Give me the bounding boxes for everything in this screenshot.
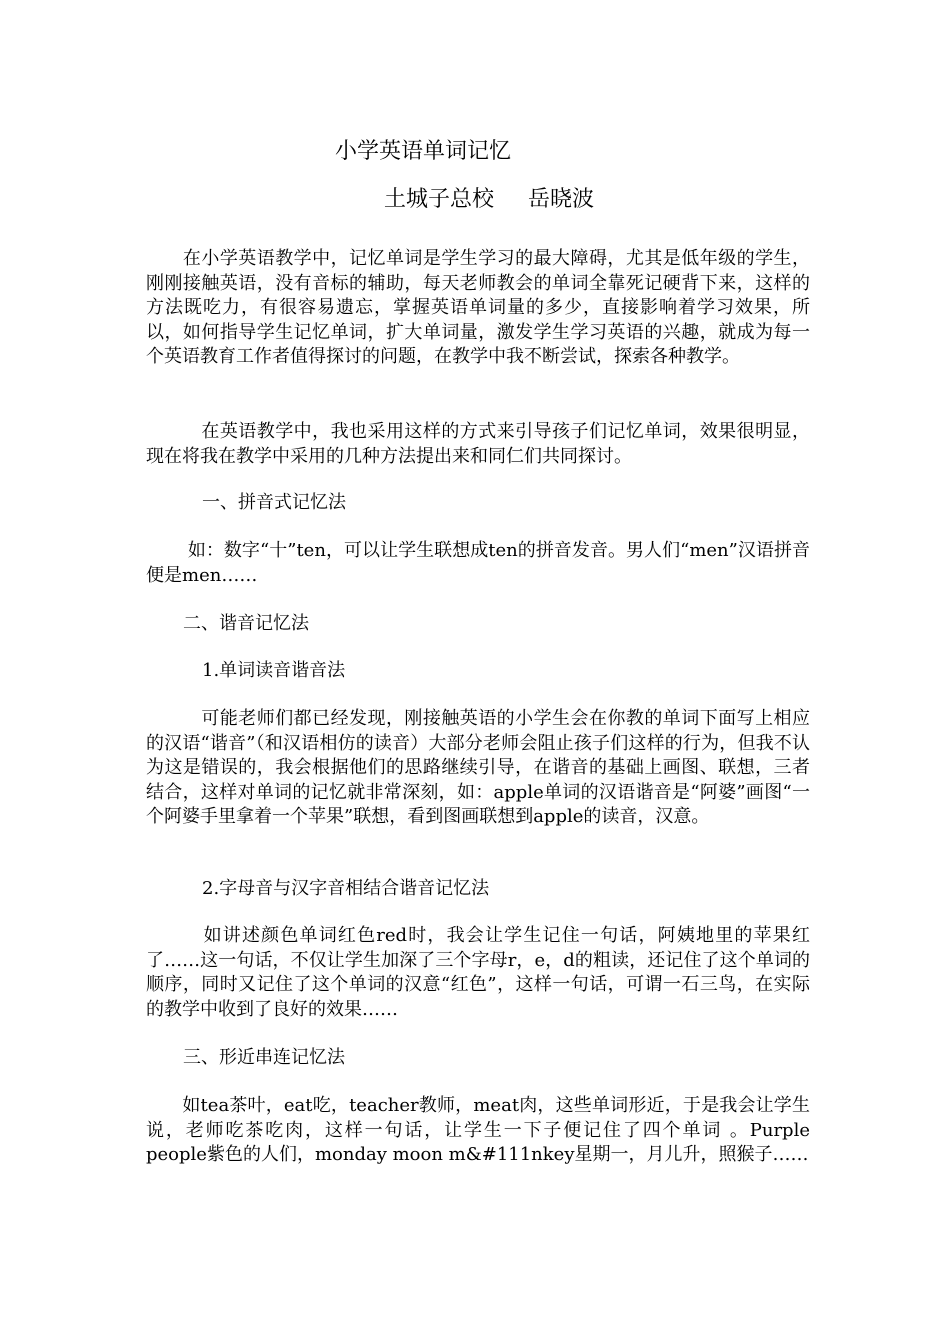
second-paragraph: 在英语教学中，我也采用这样的方式来引导孩子们记忆单词，效果很明显，现在将我在教学中采用的几种方法提出来和同仁们共同探讨。	[146, 421, 810, 467]
section2-heading: 二、谐音记忆法	[183, 613, 309, 634]
section2-sub1-heading: 1.单词读音谐音法	[202, 660, 346, 681]
author-line	[384, 186, 594, 214]
section1-text: 如：数字“十”ten，可以让学生联想成ten的拼音发音。男人们“men”汉语拼音便是men……	[146, 540, 810, 586]
section3-heading: 三、形近串连记忆法	[183, 1047, 345, 1068]
intro-paragraph: 在小学英语教学中，记忆单词是学生学习的最大障碍，尤其是低年级的学生，刚刚接触英语，没有音标的辅助，每天老师教会的单词全靠死记硬背下来，这样的方法既吃力，有很容易遗忘，掌握英语单词量的多少，直接影响着学习效果，所以，如何指导学生记忆单词，扩大单词量，激发学生学习英语的兴趣，就成为每一个英语教育工作者值得探讨的问题，在教学中我不断尝试，探索各种教学。	[146, 248, 810, 368]
section1-heading: 一、拼音式记忆法	[202, 492, 346, 513]
document-title: 小学英语单词记忆	[335, 139, 512, 164]
section2-sub1-text: 可能老师们都已经发现，刚接触英语的小学生会在你教的单词下面写上相应的汉语“谐音”（和汉语相仿的读音）大部分老师会阻止孩子们这样的行为，但我不认为这是错误的，我会根据他们的思路继续引导，在谐音的基础上画图、联想，三者结合，这样对单词的记忆就非常深刻，如：apple单词的汉语谐音是“阿婆”画图“一个阿婆手里拿着一个苹果”联想，看到图画联想到apple的读音，汉意。	[146, 708, 810, 828]
author-school: 土城子总校	[384, 187, 495, 212]
section2-sub2-heading: 2.字母音与汉字音相结合谐音记忆法	[202, 878, 490, 899]
author-name: 岳晓波	[528, 187, 595, 212]
section3-text: 如tea茶叶，eat吃，teacher教师，meat肉，这些单词形近，于是我会让学生说，老师吃茶吃肉，这样一句话，让学生一下子便记住了四个单词 。Purple people紫色的人们，monday moon m&#111nkey星期一，月儿升，照猴子……	[146, 1095, 810, 1166]
section2-sub2-text: 如讲述颜色单词红色red时，我会让学生记住一句话，阿姨地里的苹果红了……这一句话，不仅让学生加深了三个字母r，e，d的粗读，还记住了这个单词的顺序，同时又记住了这个单词的汉意“红色”，这样一句话，可谓一石三鸟，在实际的教学中收到了良好的效果……	[146, 925, 810, 1020]
